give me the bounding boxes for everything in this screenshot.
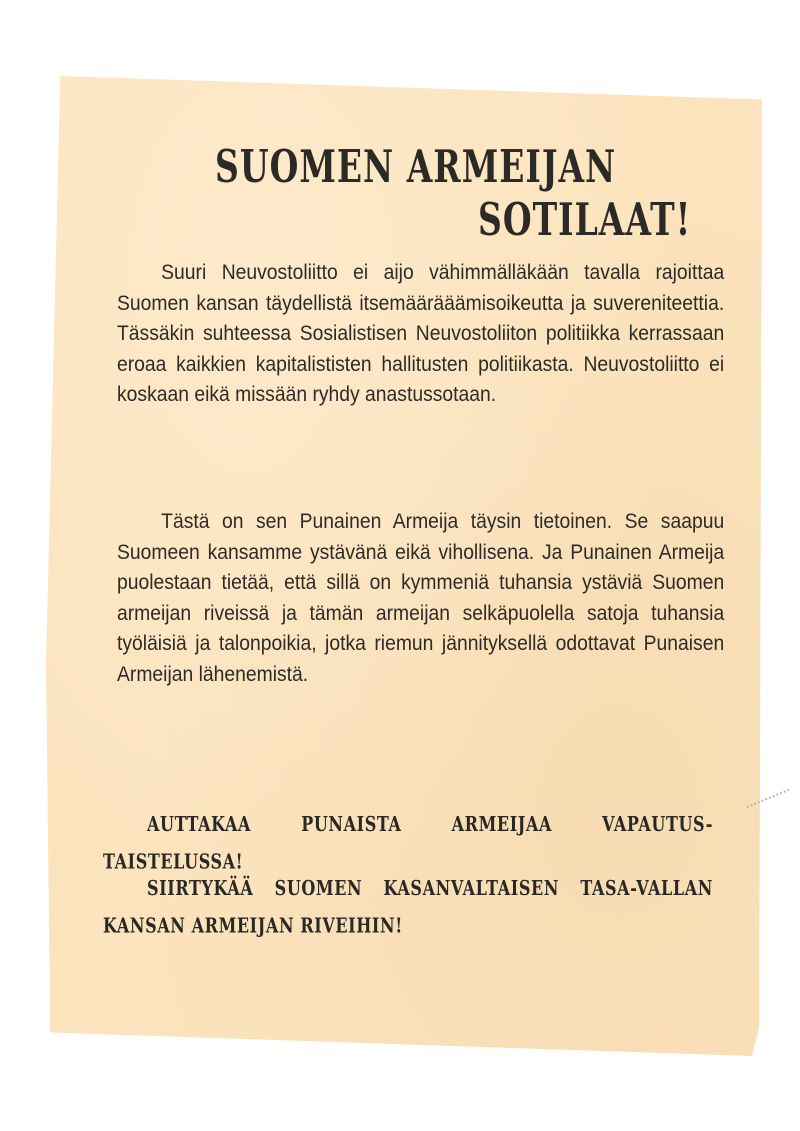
slogan-2-text: SIIRTYKÄÄ SUOMEN KASANVALTAISEN TASA-VALLAN KANSAN ARMEIJAN RIVEIHIN! bbox=[103, 875, 713, 938]
paragraph-1 bbox=[117, 258, 724, 411]
leaflet-title-line-2: SOTILAAT! bbox=[478, 193, 692, 246]
slogan-1-text: AUTTAKAA PUNAISTA ARMEIJAA VAPAUTUS-TAISTELUSSA! bbox=[103, 811, 713, 874]
paragraph-1-text: Suuri Neuvostoliitto ei aijo vähimmälläkään tavalla rajoittaa Suomen kansan täydellistä itsemäärääämisoikeutta ja suvereniteettia. Tässäkin suhteessa Sosialistisen Neuvostoliiton politiikka kerrassaan eroaa kaikkien kapitalististen hallitusten politiikasta. Neuvostoliitto ei koskaan eikä missään ryhdy anastussotaan. bbox=[117, 261, 725, 406]
paragraph-2 bbox=[117, 507, 724, 690]
paragraph-2-text: Tästä on sen Punainen Armeija täysin tietoinen. Se saapuu Suomeen kansamme ystävänä eikä vihollisena. Ja Punainen Armeija puolestaan tietää, että sillä on kymmeniä tuhansia ystäviä Suomen armeijan riveissä ja tämän armeijan selkäpuolella satoja tuhansia työläisiä ja talonpoikia, jotka riemun jännityksellä odottavat Punaisen Armeijan lähenemistä. bbox=[117, 510, 725, 686]
slogan-2 bbox=[103, 869, 713, 944]
leaflet-title-line-1: SUOMEN ARMEIJAN bbox=[215, 140, 617, 193]
